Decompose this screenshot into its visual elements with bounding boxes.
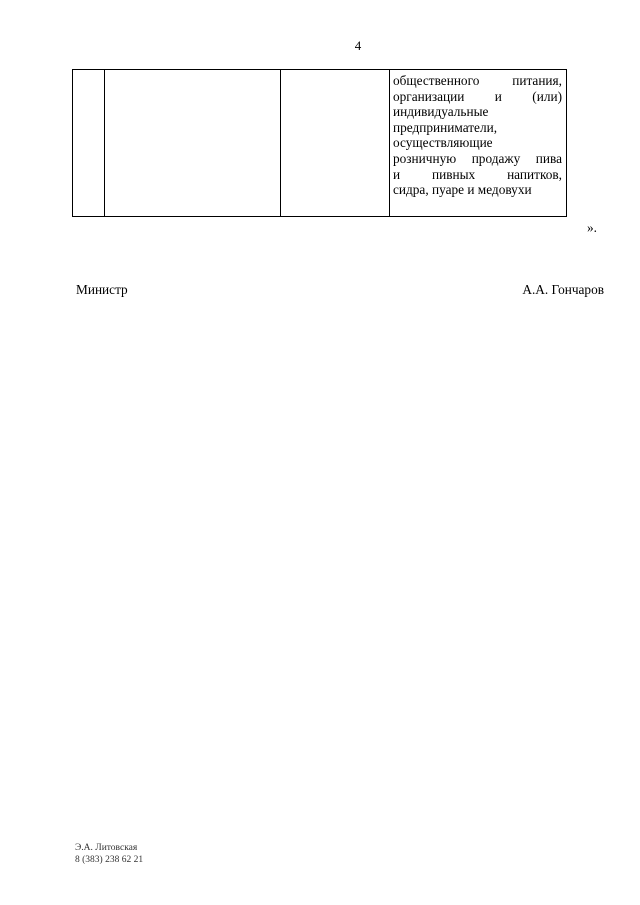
- table-cell-empty-1: [105, 70, 281, 217]
- cell-line: индивидуальные: [393, 104, 489, 120]
- executor-name: Э.А. Литовская: [75, 843, 138, 853]
- cell-line: сидра, пуаре и медовухи: [393, 182, 532, 198]
- cell-line: розничную продажу пива: [393, 150, 562, 166]
- document-table: [72, 69, 567, 217]
- executor-phone: 8 (383) 238 62 21: [75, 855, 144, 865]
- signature-role: Министр: [76, 282, 128, 297]
- footer-executor-info: [75, 842, 143, 866]
- cell-text: [390, 70, 566, 198]
- cell-line: организации и (или): [393, 88, 562, 104]
- page-number: 4: [354, 38, 362, 53]
- cell-line: предприниматели,: [393, 119, 498, 135]
- signature-name: А.А. Гончаров: [522, 282, 604, 297]
- table-cell-number: [73, 70, 105, 217]
- cell-line: общественного питания,: [393, 73, 562, 88]
- cell-line: и пивных напитков,: [393, 166, 562, 182]
- cell-line: осуществляющие: [393, 135, 493, 151]
- table-cell-description: [390, 70, 567, 217]
- table-cell-empty-2: [281, 70, 390, 217]
- table-row: [73, 70, 567, 217]
- closing-quote: ».: [587, 220, 597, 235]
